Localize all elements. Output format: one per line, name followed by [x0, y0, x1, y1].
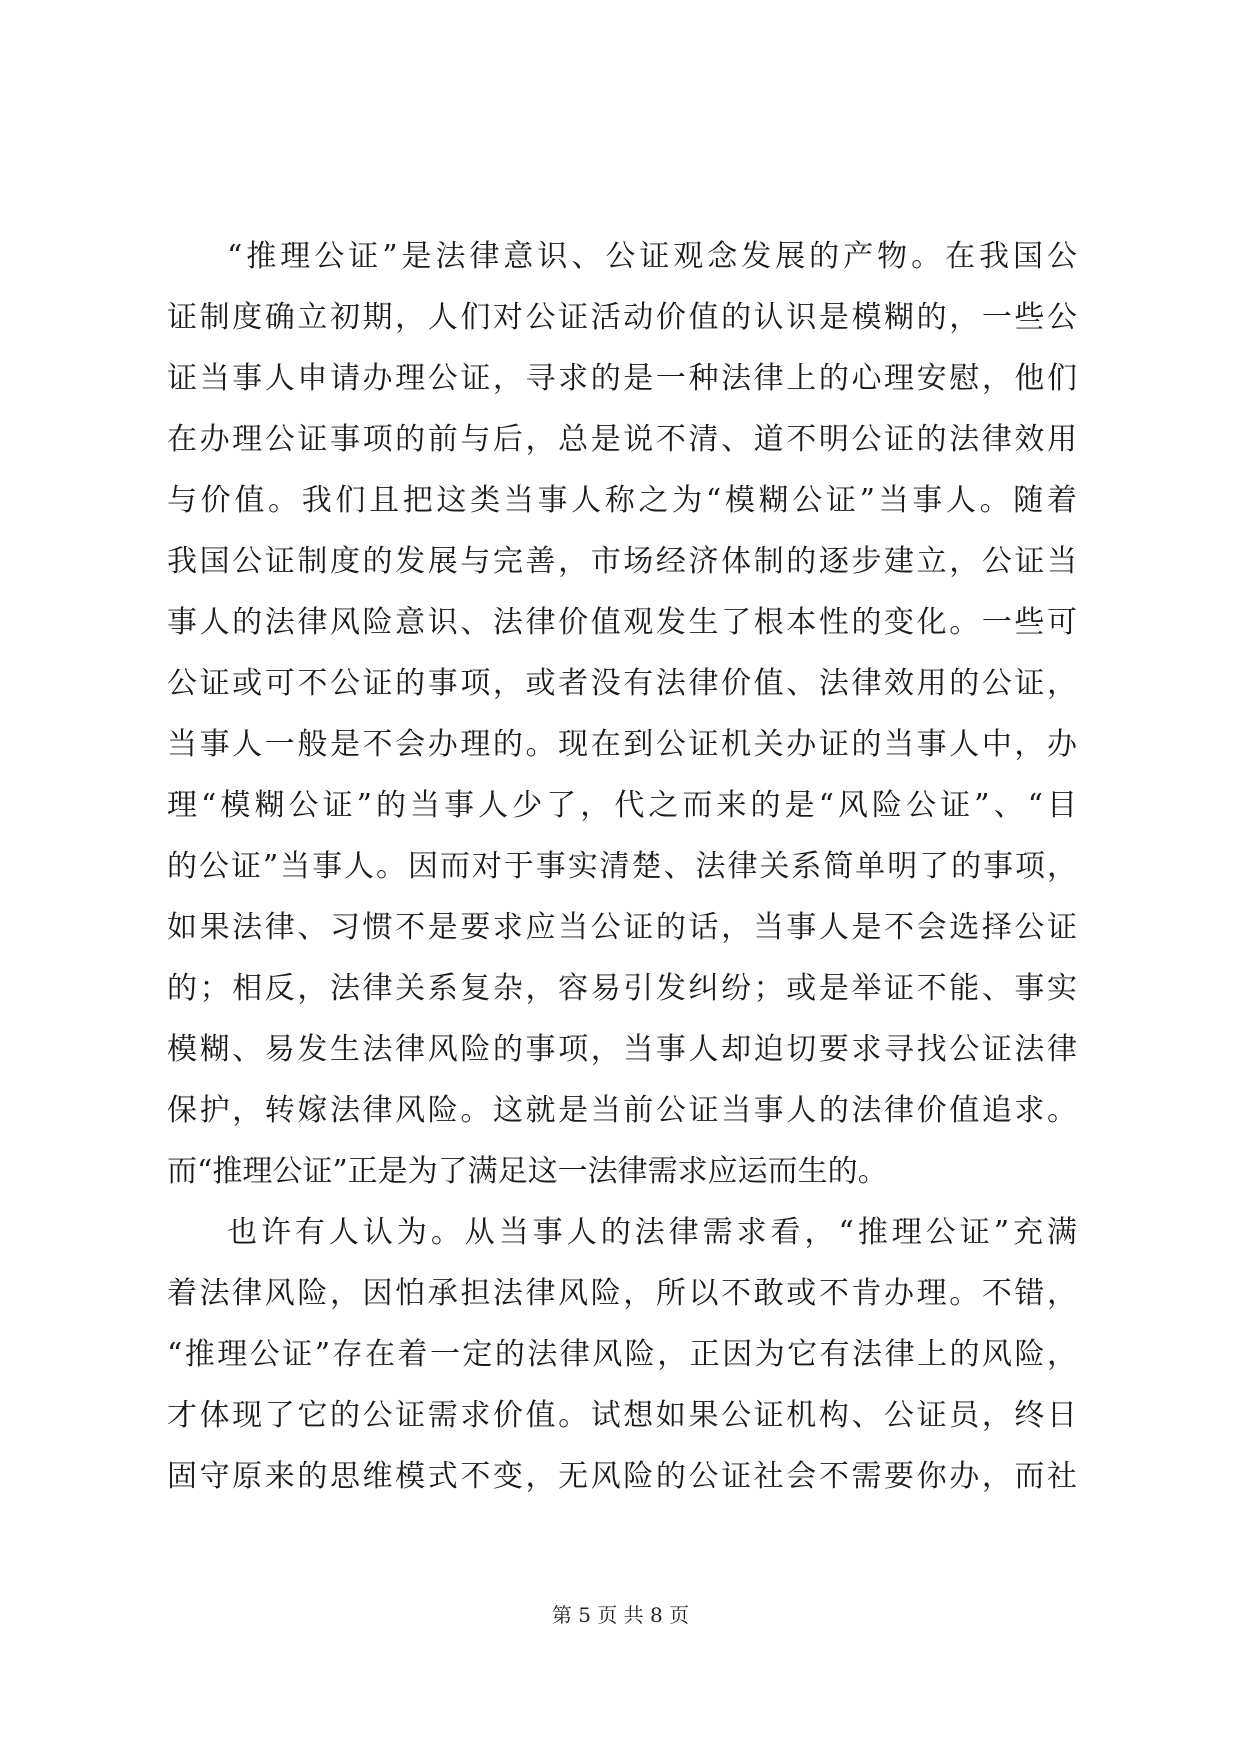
text-line: 证当事人申请办理公证，寻求的是一种法律上的心理安慰，他们	[167, 361, 1077, 396]
text-line: 的；相反，法律关系复杂，容易引发纠纷；或是举证不能、事实	[167, 971, 1077, 1006]
paragraph-2	[167, 1202, 1077, 1507]
text-line: 理“模糊公证”的当事人少了，代之而来的是“风险公证”、“目	[167, 788, 1077, 823]
text-line: 而“推理公证”正是为了满足这一法律需求应运而生的。	[167, 1154, 888, 1189]
text-line: 与价值。我们且把这类当事人称之为“模糊公证”当事人。随着	[167, 483, 1077, 518]
page-number-footer: 第 5 页 共 8 页	[551, 1603, 690, 1627]
body-text	[167, 226, 1077, 1507]
text-line: 模糊、易发生法律风险的事项，当事人却迫切要求寻找公证法律	[167, 1032, 1077, 1067]
text-line: 在办理公证事项的前与后，总是说不清、道不明公证的法律效用	[167, 422, 1077, 457]
text-line: 事人的法律风险意识、法律价值观发生了根本性的变化。一些可	[167, 605, 1077, 640]
text-line: 证制度确立初期，人们对公证活动价值的认识是模糊的，一些公	[167, 300, 1077, 335]
text-line: “推理公证”是法律意识、公证观念发展的产物。在我国公	[227, 239, 1077, 274]
text-line: 当事人一般是不会办理的。现在到公证机关办证的当事人中，办	[167, 727, 1077, 762]
text-line: 固守原来的思维模式不变，无风险的公证社会不需要你办，而社	[167, 1459, 1077, 1494]
text-line: 保护，转嫁法律风险。这就是当前公证当事人的法律价值追求。	[167, 1093, 1077, 1128]
text-line: “推理公证”存在着一定的法律风险，正因为它有法律上的风险，	[167, 1337, 1077, 1372]
text-line: 也许有人认为。从当事人的法律需求看，“推理公证”充满	[227, 1215, 1077, 1250]
paragraph-1	[167, 226, 1077, 1202]
text-line: 的公证”当事人。因而对于事实清楚、法律关系简单明了的事项，	[167, 849, 1077, 884]
text-line: 才体现了它的公证需求价值。试想如果公证机构、公证员，终日	[167, 1398, 1077, 1433]
text-line: 如果法律、习惯不是要求应当公证的话，当事人是不会选择公证	[167, 910, 1077, 945]
text-line: 着法律风险，因怕承担法律风险，所以不敢或不肯办理。不错，	[167, 1276, 1077, 1311]
text-line: 我国公证制度的发展与完善，市场经济体制的逐步建立，公证当	[167, 544, 1077, 579]
text-line: 公证或可不公证的事项，或者没有法律价值、法律效用的公证，	[167, 666, 1077, 701]
